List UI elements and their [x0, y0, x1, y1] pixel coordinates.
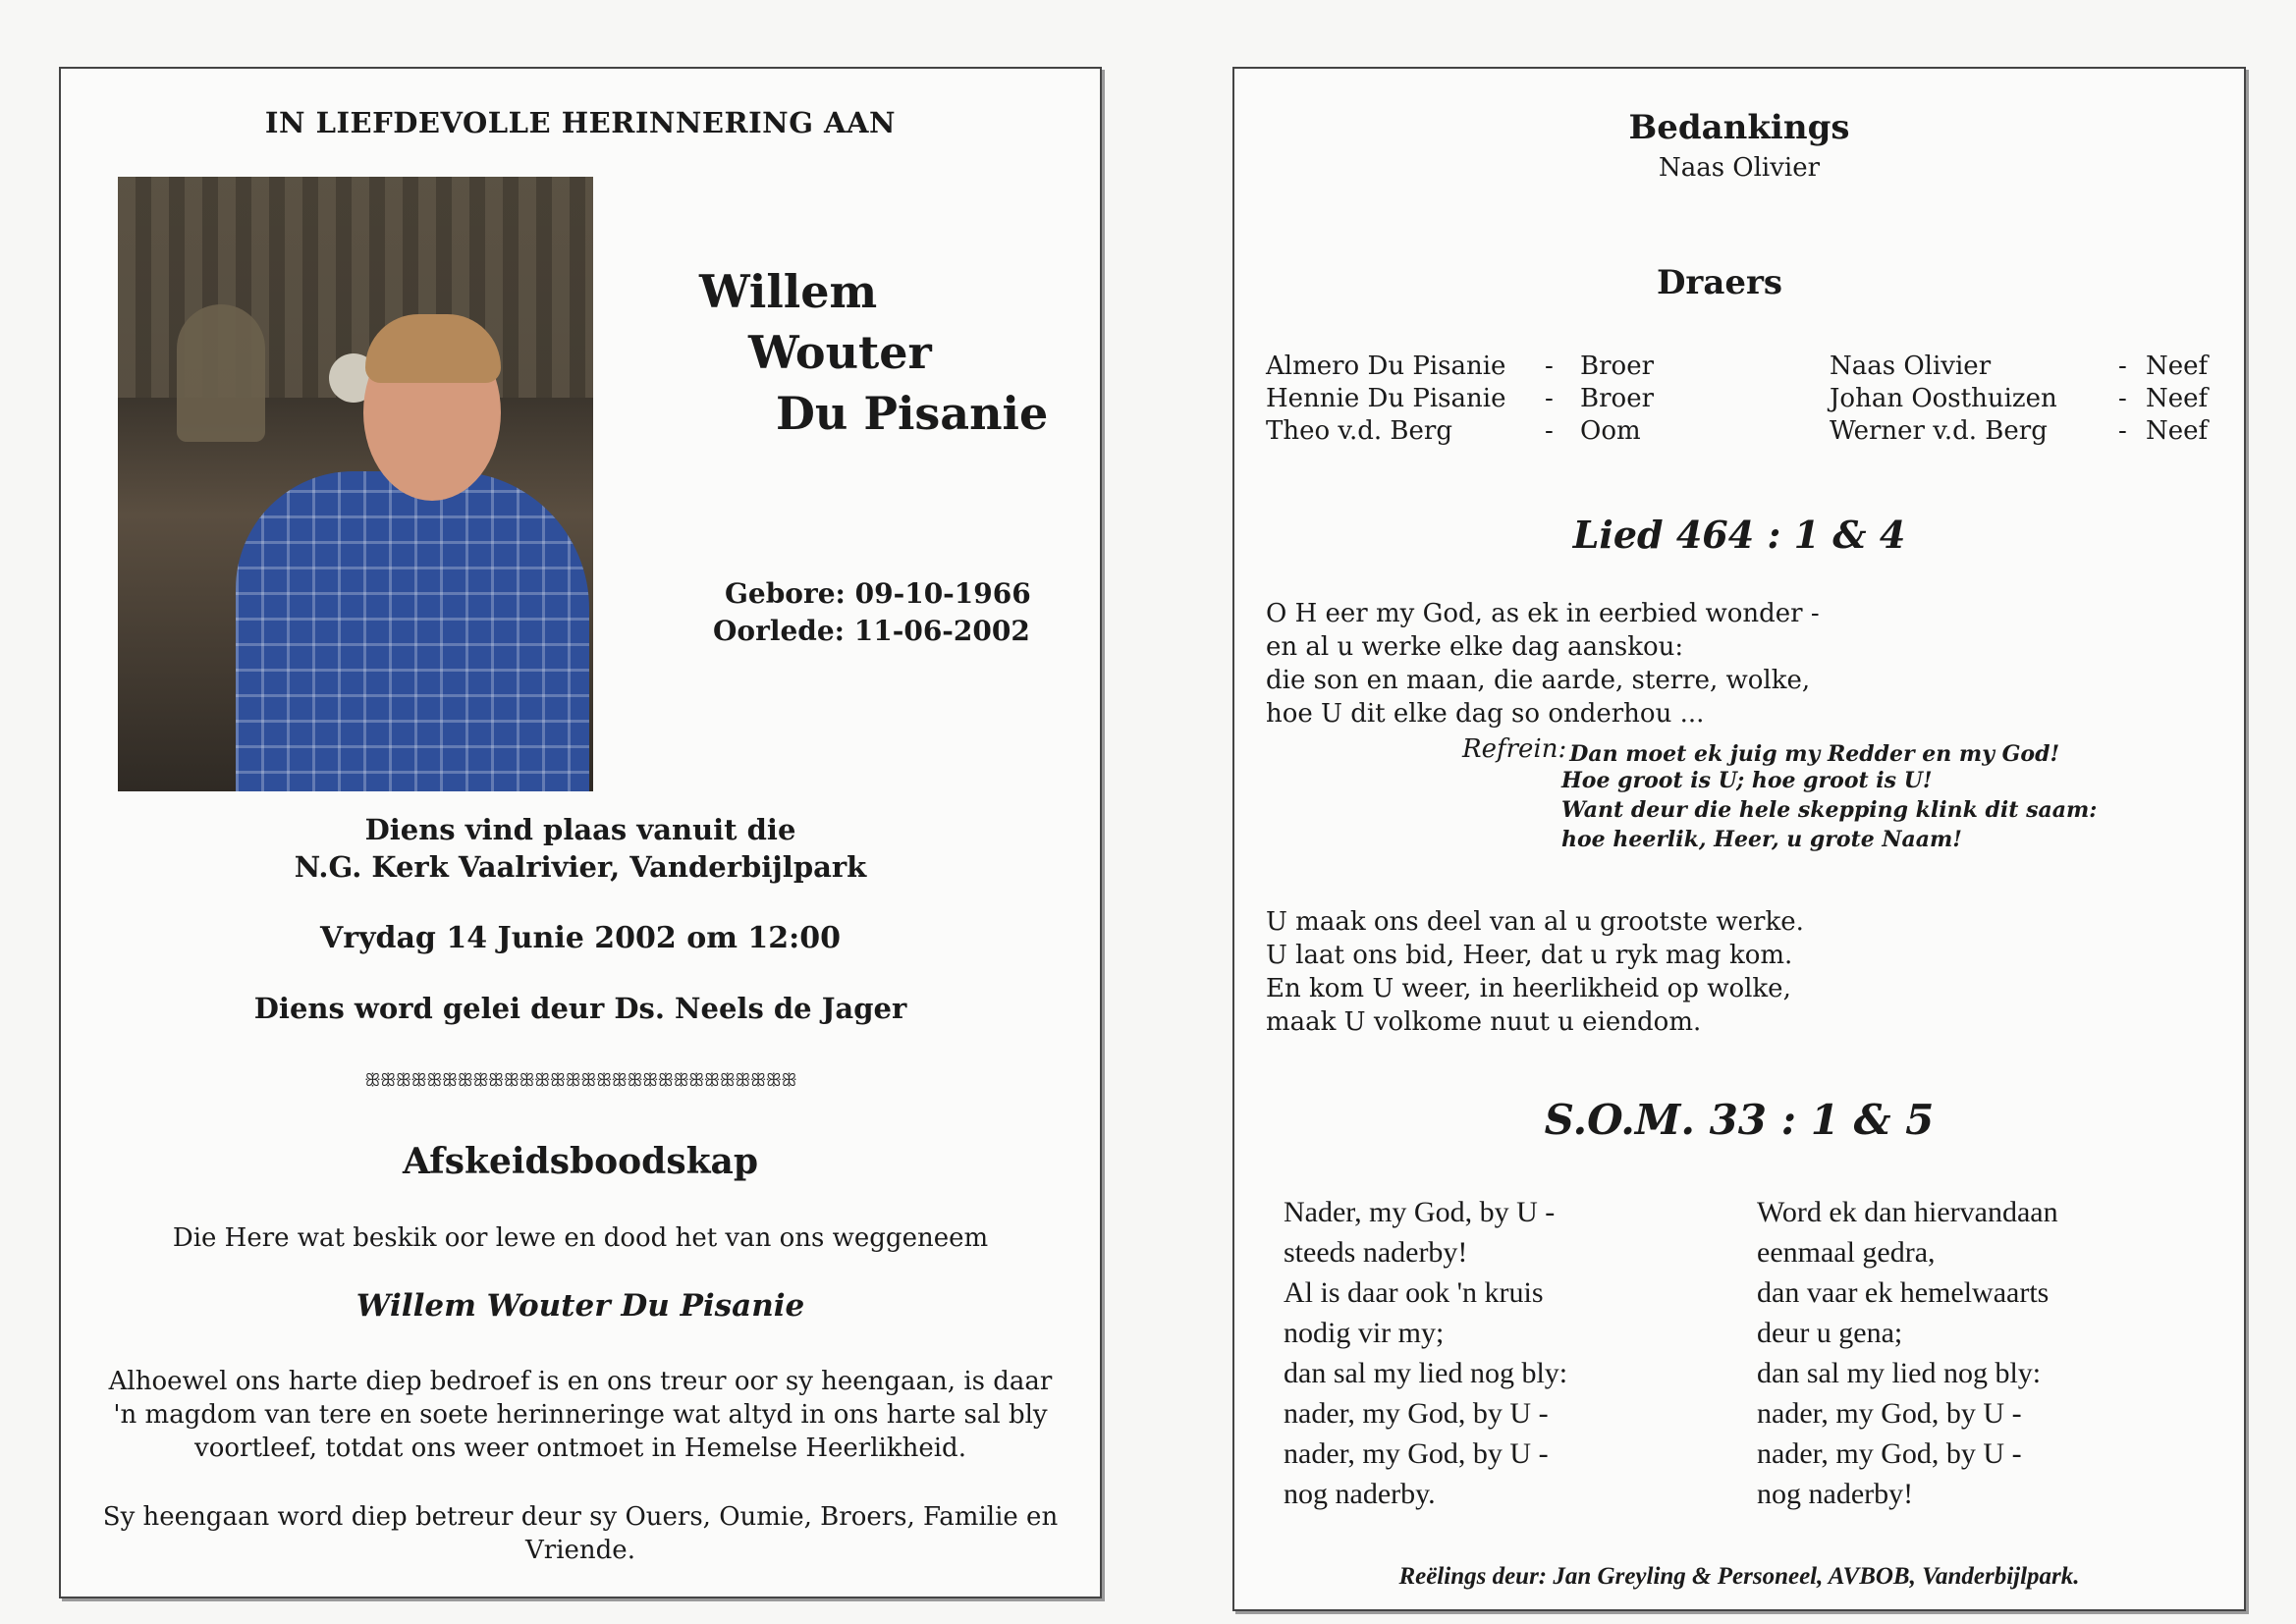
refrain-line: Hoe groot is U; hoe groot is U! — [1561, 768, 1933, 793]
hymn-1-title: Lied 464 : 1 & 4 — [1572, 513, 1906, 557]
thanks-name: Naas Olivier — [1658, 153, 1821, 183]
som-left-line: Al is daar ook 'n kruis — [1284, 1276, 1544, 1309]
birth-date: Gebore: 09-10-1966 — [725, 577, 1031, 610]
bearer-relation: Neef — [2146, 416, 2209, 446]
hymn-1-verse-2-line: En kom U weer, in heerlikheid op wolke, — [1266, 974, 1791, 1003]
hymn-2-title: S.O.M. 33 : 1 & 5 — [1544, 1096, 1935, 1144]
portrait-photo — [118, 177, 593, 791]
name-surname: Du Pisanie — [776, 387, 1049, 440]
bearer-relation: Neef — [2146, 352, 2209, 381]
som-right-line: Word ek dan hiervandaan — [1757, 1196, 2058, 1228]
bearer-relation: Oom — [1580, 416, 1641, 446]
bearer-name: Naas Olivier — [1830, 352, 1992, 381]
som-left-line: Nader, my God, by U - — [1284, 1196, 1556, 1228]
som-left-line: dan sal my lied nog bly: — [1284, 1357, 1568, 1389]
bearer-dash: - — [1545, 416, 1554, 446]
ornamental-divider: ꕥꕥꕥꕥꕥꕥꕥꕥꕥꕥꕥꕥꕥꕥꕥꕥꕥꕥꕥꕥꕥꕥꕥꕥꕥꕥꕥꕥ — [364, 1070, 796, 1091]
som-right-line: eenmaal gedra, — [1757, 1236, 1936, 1269]
right-page — [1232, 67, 2246, 1611]
hymn-1-verse-1-line: O H eer my God, as ek in eerbied wonder - — [1266, 599, 1820, 628]
service-location-line-2: N.G. Kerk Vaalrivier, Vanderbijlpark — [294, 850, 867, 884]
bearer-name: Theo v.d. Berg — [1266, 416, 1452, 446]
som-right-line: nader, my God, by U - — [1757, 1437, 2022, 1470]
bearer-name: Hennie Du Pisanie — [1266, 384, 1506, 413]
som-left-line: nader, my God, by U - — [1284, 1397, 1549, 1430]
bearer-name: Werner v.d. Berg — [1830, 416, 2048, 446]
bearer-name: Almero Du Pisanie — [1266, 352, 1506, 381]
bearer-dash: - — [1545, 384, 1554, 413]
memorial-header: IN LIEFDEVOLLE HERINNERING AAN — [264, 106, 897, 139]
thanks-title: Bedankings — [1628, 108, 1850, 147]
bearer-relation: Neef — [2146, 384, 2209, 413]
hymn-1-verse-2-line: maak U volkome nuut u eiendom. — [1266, 1007, 1702, 1037]
hymn-1-verse-1-line: hoe U dit elke dag so onderhou ... — [1266, 699, 1705, 729]
service-minister: Diens word gelei deur Ds. Neels de Jager — [253, 992, 907, 1025]
service-location-line-1: Diens vind plaas vanuit die — [364, 813, 796, 846]
name-first: Willem — [699, 265, 878, 318]
farewell-mourners: Sy heengaan word diep betreur deur sy Ouers, Oumie, Broers, Familie en Vriende. — [102, 1502, 1059, 1565]
refrain-line: Want deur die hele skepping klink dit saam: — [1561, 797, 2098, 823]
som-right-line: deur u gena; — [1757, 1317, 1903, 1349]
som-left-line: steeds naderby! — [1284, 1236, 1468, 1269]
refrain-line — [1465, 738, 2059, 768]
bearer-dash: - — [2118, 384, 2127, 413]
bearer-dash: - — [2118, 416, 2127, 446]
refrain-line-text: Dan moet ek juig my Redder en my God! — [1569, 741, 2060, 767]
som-right-line: dan sal my lied nog bly: — [1757, 1357, 2042, 1389]
hymn-1-verse-1-line: en al u werke elke dag aanskou: — [1266, 632, 1684, 662]
left-page — [59, 67, 1102, 1598]
bearer-relation: Broer — [1580, 384, 1655, 413]
som-left-line: nader, my God, by U - — [1284, 1437, 1549, 1470]
bearer-name: Johan Oosthuizen — [1830, 384, 2057, 413]
farewell-name: Willem Wouter Du Pisanie — [355, 1288, 805, 1324]
hymn-1-verse-1-line: die son en maan, die aarde, sterre, wolke, — [1266, 666, 1811, 695]
farewell-title: Afskeidsboodskap — [402, 1141, 759, 1182]
farewell-intro: Die Here wat beskik oor lewe en dood het van ons weggeneem — [172, 1223, 989, 1253]
bearers-title: Draers — [1656, 263, 1783, 302]
bearer-relation: Broer — [1580, 352, 1655, 381]
refrain-line: hoe heerlik, Heer, u grote Naam! — [1561, 827, 1962, 852]
service-date: Vrydag 14 Junie 2002 om 12:00 — [320, 921, 841, 955]
som-right-line: nader, my God, by U - — [1757, 1397, 2022, 1430]
som-right-line: nog naderby! — [1757, 1478, 1914, 1510]
som-right-line: dan vaar ek hemelwaarts — [1757, 1276, 2050, 1309]
hymn-1-verse-2-line: U maak ons deel van al u grootste werke. — [1266, 907, 1804, 937]
bearer-dash: - — [1545, 352, 1554, 381]
arrangements-credit: Reëlings deur: Jan Greyling & Personeel, AVBOB, Vanderbijlpark. — [1398, 1563, 2080, 1590]
som-left-line: nodig vir my; — [1284, 1317, 1445, 1349]
som-left-line: nog naderby. — [1284, 1478, 1436, 1510]
bearer-dash: - — [2118, 352, 2127, 381]
name-middle: Wouter — [748, 326, 932, 379]
refrain-label: Refrein: — [1462, 734, 1567, 764]
hymn-1-verse-2-line: U laat ons bid, Heer, dat u ryk mag kom. — [1266, 941, 1793, 970]
death-date: Oorlede: 11-06-2002 — [713, 615, 1030, 647]
farewell-paragraph: Alhoewel ons harte diep bedroef is en ons treur oor sy heengaan, is daar 'n magdom van tere en soete herinneringe wat altyd in ons harte sal bly voortleef, totdat ons weer ontmoet in Hemelse Heerlikheid. — [108, 1367, 1053, 1463]
